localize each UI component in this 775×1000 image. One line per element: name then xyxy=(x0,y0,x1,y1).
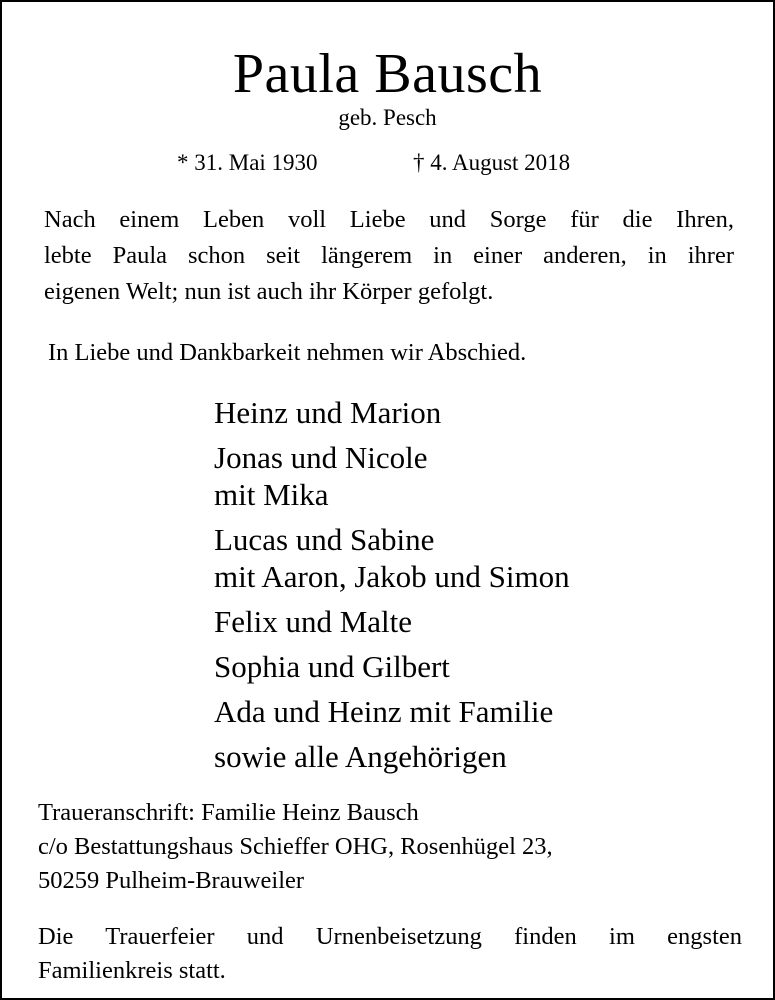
address-line: c/o Bestattungshaus Schieffer OHG, Rosenhügel 23, xyxy=(38,833,553,860)
mourner-line: Lucas und Sabine xyxy=(214,522,435,557)
intro-line: lebte Paula schon seit längerem in einer anderen, in ihrer xyxy=(44,242,734,269)
mourner-entry xyxy=(214,521,570,595)
birth-date: * 31. Mai 1930 xyxy=(177,150,318,175)
mourner-line: sowie alle Angehörigen xyxy=(214,739,507,774)
mourner-entry xyxy=(214,738,570,775)
mourning-address xyxy=(38,796,553,898)
mourner-entry xyxy=(214,693,570,730)
address-line: 50259 Pulheim-Brauweiler xyxy=(38,867,305,894)
deceased-name: Paula Bausch xyxy=(232,43,543,105)
mourner-line: Ada und Heinz mit Familie xyxy=(214,694,554,729)
mourner-entry xyxy=(214,603,570,640)
address-line: Traueranschrift: Familie Heinz Bausch xyxy=(38,799,419,826)
intro-line: Nach einem Leben voll Liebe und Sorge für die Ihren, xyxy=(44,206,734,233)
mourner-line: Felix und Malte xyxy=(214,604,413,639)
mourner-line: Heinz und Marion xyxy=(214,395,442,430)
ceremony-note xyxy=(38,920,742,988)
mourner-line: Sophia und Gilbert xyxy=(214,649,450,684)
mourner-entry xyxy=(214,439,570,513)
mourner-entry xyxy=(214,648,570,685)
mourner-entry xyxy=(214,394,570,431)
mourner-line: mit Aaron, Jakob und Simon xyxy=(214,559,570,594)
intro-paragraph xyxy=(44,202,734,310)
death-date: † 4. August 2018 xyxy=(413,150,571,175)
mourner-line: mit Mika xyxy=(214,477,329,512)
ceremony-line: Familienkreis statt. xyxy=(38,957,226,984)
farewell-line: In Liebe und Dankbarkeit nehmen wir Abschied. xyxy=(48,339,527,366)
intro-line: eigenen Welt; nun ist auch ihr Körper gefolgt. xyxy=(44,278,494,305)
mourners-list xyxy=(214,394,570,783)
maiden-name: geb. Pesch xyxy=(338,105,437,130)
mourner-line: Jonas und Nicole xyxy=(214,440,428,475)
ceremony-line: Die Trauerfeier und Urnenbeisetzung finden im engsten xyxy=(38,923,742,950)
